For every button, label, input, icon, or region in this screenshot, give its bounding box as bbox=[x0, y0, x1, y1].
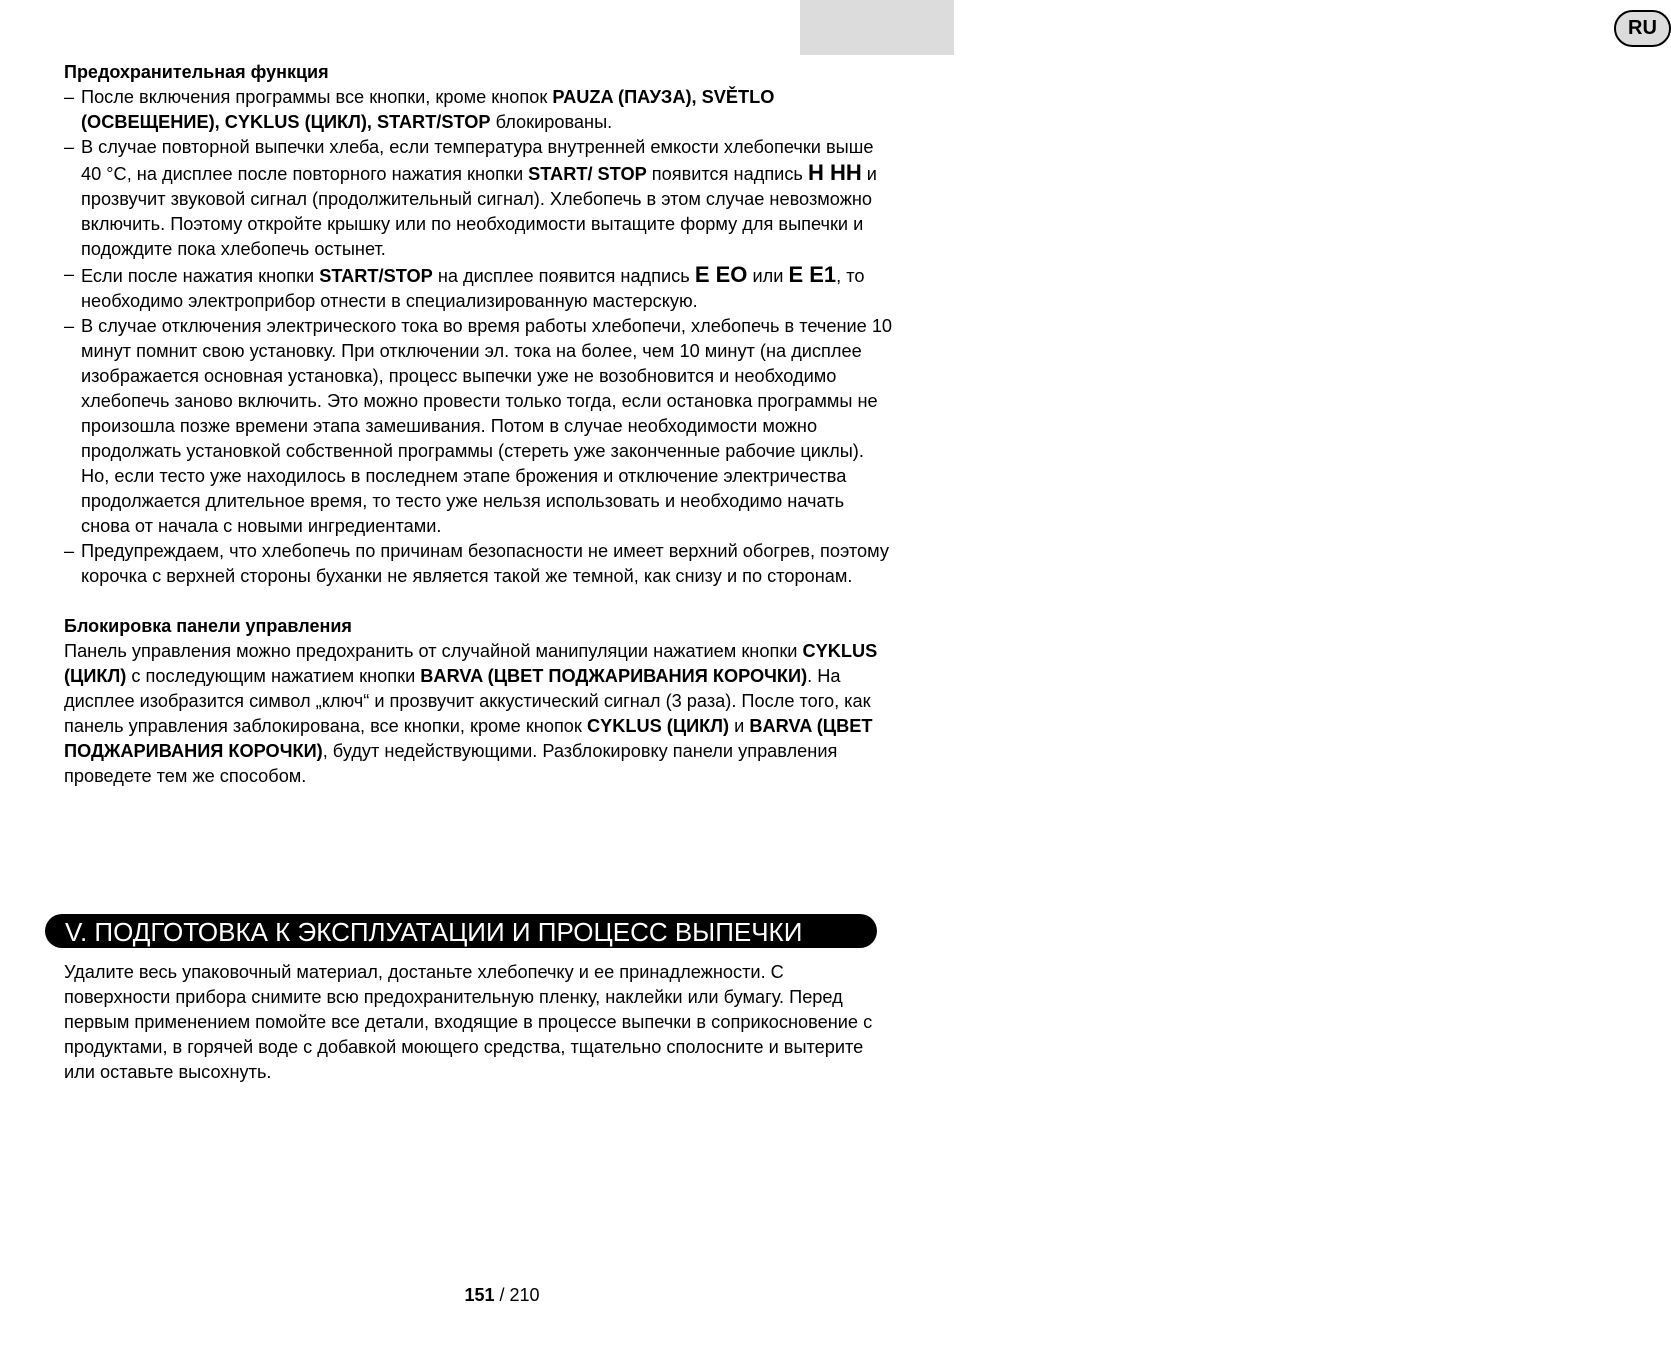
display-code: E E1 bbox=[788, 262, 837, 287]
language-badge: RU bbox=[1614, 10, 1671, 47]
lock-paragraph bbox=[64, 639, 894, 789]
list-item bbox=[64, 262, 894, 314]
safety-list bbox=[64, 85, 894, 589]
item-text: на дисплее появится надпись bbox=[432, 266, 695, 286]
para-text: , будут недействующими. Разблокировку панели управления проведете тем же способом. bbox=[64, 741, 838, 786]
list-item bbox=[64, 539, 894, 589]
item-text: появится надпись bbox=[646, 164, 808, 184]
item-text: блокированы. bbox=[490, 112, 613, 132]
para-text: и bbox=[729, 716, 750, 736]
item-text: или bbox=[747, 266, 789, 286]
para-bold-text: CYKLUS (ЦИКЛ) bbox=[586, 716, 730, 736]
para-bold-text: BARVA (ЦВЕТ ПОДЖАРИВАНИЯ КОРОЧКИ) bbox=[64, 716, 873, 761]
language-tab bbox=[800, 0, 1657, 55]
para-text: с последующим нажатием кнопки bbox=[126, 666, 421, 686]
main-content bbox=[64, 60, 894, 789]
page-current: 151 bbox=[464, 1285, 495, 1305]
para-bold-text: BARVA (ЦВЕТ ПОДЖАРИВАНИЯ КОРОЧКИ) bbox=[420, 666, 808, 686]
display-code: E EO bbox=[694, 262, 748, 287]
item-text: В случае повторной выпечки хлеба, если температура внутренней емкости хлебопечки выше 40 °C, на дисплее после повторного нажатия кнопки bbox=[81, 137, 874, 184]
list-item bbox=[64, 135, 894, 262]
item-text: , то необходимо электроприбор отнести в специализированную мастерскую. bbox=[81, 266, 865, 311]
safety-heading: Предохранительная функция bbox=[64, 62, 329, 82]
item-text: В случае отключения электрического тока во время работы хлебопечи, хлебопечь в течение 10 минут помнит свою установку. При отключении эл. тока на более, чем 10 минут (на дисплее изображается основная установка), процесс выпечки уже не возобновится и необходимо хлебопечь заново включить. Это можно провести только тогда, если остановка программы не произошла позже времени этапа замешивания. Потом в случае необходимости можно продолжать установкой собственной программы (стереть уже законченные рабочие циклы). Но, если тесто уже находилось в последнем этапе брожения и отключение электричества продолжается длительное время, то тесто уже нельзя использовать и необходимо начать снова от начала с новыми ингредиентами. bbox=[81, 316, 893, 536]
lock-heading: Блокировка панели управления bbox=[64, 616, 352, 636]
item-text: Если после нажатия кнопки bbox=[81, 266, 320, 286]
para-bold-text: CYKLUS (ЦИКЛ) bbox=[64, 641, 878, 686]
list-item bbox=[64, 85, 894, 135]
item-text: После включения программы все кнопки, кроме кнопок bbox=[81, 87, 553, 107]
item-bold-text: START/STOP bbox=[319, 266, 433, 286]
page-number bbox=[0, 1285, 954, 1306]
item-text: и прозвучит звуковой сигнал (продолжительный сигнал). Хлебопечь в этом случае невозможно включить. Поэтому откройте крышку или по необходимости вытащите форму для выпечки и подождите пока хлебопечь остынет. bbox=[81, 164, 877, 259]
page-total: / 210 bbox=[494, 1285, 540, 1305]
section-title: V. ПОДГОТОВКА К ЭКСПЛУАТАЦИИ И ПРОЦЕСС ВЫПЕЧКИ bbox=[45, 914, 877, 948]
list-item bbox=[64, 314, 894, 539]
item-bold-text: START/ STOP bbox=[528, 164, 647, 184]
para-text: . На дисплее изобразится символ „ключ“ и прозвучит аккустический сигнал (3 раза). После того, как панель управления заблокирована, все кнопки, кроме кнопок bbox=[64, 666, 871, 736]
para-text: Панель управления можно предохранить от случайной манипуляции нажатием кнопки bbox=[64, 641, 803, 661]
item-text: Предупреждаем, что хлебопечь по причинам безопасности не имеет верхний обогрев, поэтому корочка с верхней стороны буханки не является такой же темной, как снизу и по сторонам. bbox=[81, 541, 889, 586]
display-code: H HH bbox=[807, 160, 862, 185]
item-bold-text: PAUZA (ПАУЗА), SVĚTLO (ОСВЕЩЕНИЕ), CYKLUS (ЦИКЛ), START/STOP bbox=[81, 87, 775, 132]
section-paragraph: Удалите весь упаковочный материал, достаньте хлебопечку и ее принадлежности. С поверхности прибора снимите всю предохранительную пленку, наклейки или бумагу. Перед первым применением помойте все детали, входящие в процессе выпечки в соприкосновение с продуктами, в горячей воде с добавкой моющего средства, тщательно сполосните и вытерите или оставьте высохнуть. bbox=[64, 962, 873, 1082]
